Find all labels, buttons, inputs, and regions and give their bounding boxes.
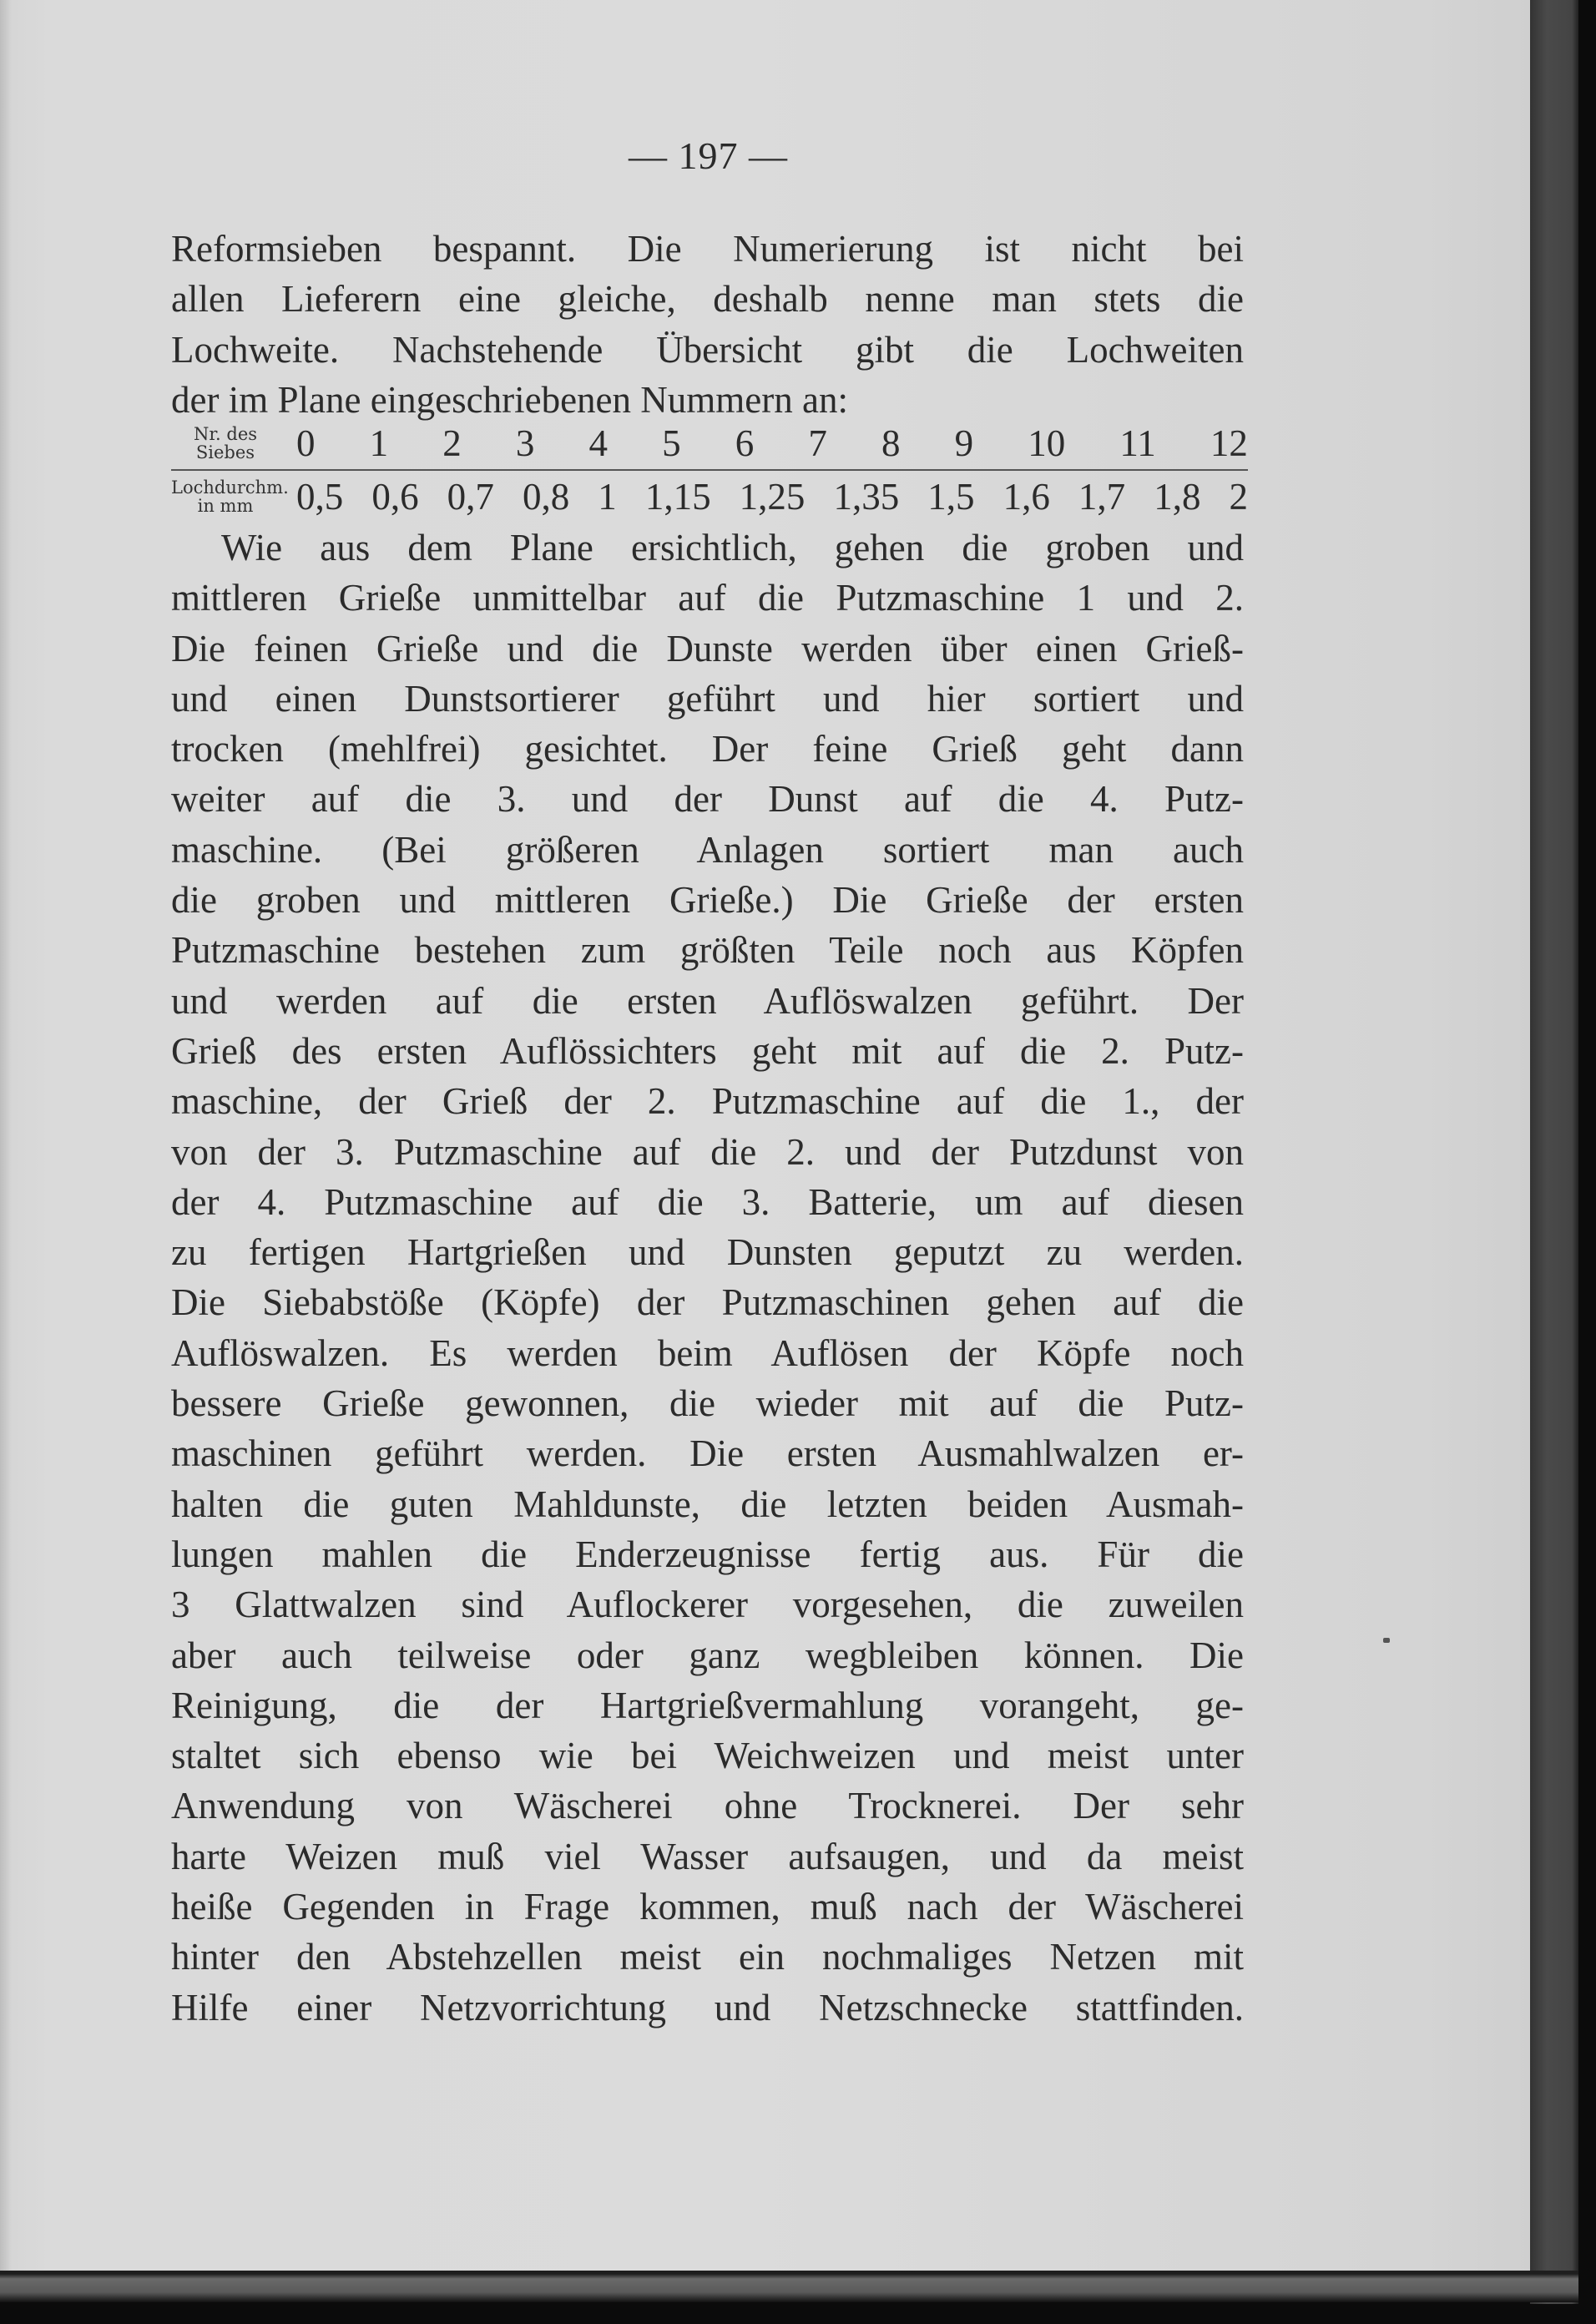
- text-line: hinter den Abstehzellen meist ein nochmaliges Netzen mit: [171, 1936, 1244, 1978]
- text-line: maschinen geführt werden. Die ersten Ausmahlwalzen er-: [171, 1432, 1244, 1475]
- table-cell: 1: [369, 422, 389, 464]
- table-cell: 4: [588, 422, 608, 464]
- text-line: weiter auf die 3. und der Dunst auf die 4. Putz-: [171, 778, 1244, 821]
- text-line: die groben und mittleren Grieße.) Die Grieße der ersten: [171, 879, 1244, 922]
- text-line: Putzmaschine bestehen zum größten Teile noch aus Köpfen: [171, 929, 1244, 972]
- text-line: von der 3. Putzmaschine auf die 2. und der Putzdunst von: [171, 1130, 1244, 1173]
- table-cell: 1,15: [644, 476, 711, 518]
- table-cell: 0: [296, 422, 316, 464]
- text-line: Anwendung von Wäscherei ohne Trocknerei. Der sehr: [171, 1785, 1244, 1827]
- text-line: 3 Glattwalzen sind Auflockerer vorgesehen, die zuweilen: [171, 1584, 1244, 1626]
- table-cell: 1,35: [833, 476, 900, 518]
- sieve-number-row: [171, 417, 1248, 469]
- table-cell: 2: [442, 422, 462, 464]
- table-cell: 0,6: [371, 476, 419, 518]
- table-cell: 1,5: [927, 476, 975, 518]
- table-cell: 9: [954, 422, 974, 464]
- text-line: Die feinen Grieße und die Dunste werden über einen Grieß-: [171, 627, 1244, 669]
- paragraph-1: [171, 224, 1244, 425]
- text-line: allen Lieferern eine gleiche, deshalb nenne man stets die: [171, 278, 1244, 321]
- table-cell: 1,8: [1154, 476, 1201, 518]
- hole-diameter-row: [171, 471, 1248, 523]
- text-line: Hilfe einer Netzvorrichtung und Netzschnecke stattfinden.: [171, 1986, 1244, 2028]
- text-line: Die Siebabstöße (Köpfe) der Putzmaschinen gehen auf die: [171, 1281, 1244, 1324]
- table-cell: 0,5: [296, 476, 344, 518]
- text-line: und einen Dunstsortierer geführt und hier sortiert und: [171, 677, 1244, 720]
- text-line: der 4. Putzmaschine auf die 3. Batterie, um auf diesen: [171, 1180, 1244, 1223]
- table-cell: 0,8: [522, 476, 570, 518]
- table-cell: 1,7: [1078, 476, 1126, 518]
- text-line: der im Plane eingeschriebenen Nummern an:: [171, 378, 848, 421]
- table-cell: 2: [1229, 476, 1248, 518]
- text-line: staltet sich ebenso wie bei Weichweizen und meist unter: [171, 1735, 1244, 1777]
- dust-speck: [1383, 1638, 1390, 1643]
- text-line: Reformsieben bespannt. Die Numerierung ist nicht bei: [171, 228, 1244, 270]
- text-line: halten die guten Mahldunste, die letzten beiden Ausmah-: [171, 1483, 1244, 1525]
- scan-border-right: [1530, 0, 1578, 2304]
- table-cell: 1: [598, 476, 617, 518]
- text-line: harte Weizen muß viel Wasser aufsaugen, und da meist: [171, 1835, 1244, 1877]
- table-cell: 1,25: [739, 476, 806, 518]
- text-line: Reinigung, die der Hartgrießvermahlung vorangeht, ge-: [171, 1684, 1244, 1726]
- text-line: Lochweite. Nachstehende Übersicht gibt die Lochweiten: [171, 328, 1244, 371]
- text-line: aber auch teilweise oder ganz wegbleiben können. Die: [171, 1634, 1244, 1676]
- text-line: mittleren Grieße unmittelbar auf die Putzmaschine 1 und 2.: [171, 577, 1244, 619]
- text-line: lungen mahlen die Enderzeugnisse fertig aus. Für die: [171, 1533, 1244, 1575]
- text-line: maschine, der Grieß der 2. Putzmaschine auf die 1., der: [171, 1080, 1244, 1123]
- paragraph-2: [171, 523, 1244, 2033]
- text-line: Wie aus dem Plane ersichtlich, gehen die groben und: [221, 527, 1244, 568]
- row-label-hole-diameter: Lochdurchm. in mm: [171, 477, 289, 516]
- table-cell: 0,7: [447, 476, 494, 518]
- text-line: maschine. (Bei größeren Anlagen sortiert man auch: [171, 828, 1244, 871]
- text-line: Auflöswalzen. Es werden beim Auflösen der Köpfe noch: [171, 1331, 1244, 1374]
- text-line: bessere Grieße gewonnen, die wieder mit auf die Putz-: [171, 1382, 1244, 1425]
- hole-diameter-cells: [280, 475, 1248, 518]
- text-line: trocken (mehlfrei) gesichtet. Der feine Grieß geht dann: [171, 728, 1244, 770]
- table-cell: 11: [1119, 422, 1156, 464]
- text-line: zu fertigen Hartgrießen und Dunsten geputzt zu werden.: [171, 1231, 1244, 1274]
- row-label-sieve-number: Nr. des Siebes: [193, 424, 258, 462]
- sieve-table: [171, 417, 1248, 523]
- table-cell: 12: [1210, 422, 1248, 464]
- table-cell: 3: [515, 422, 535, 464]
- text-line: Grieß des ersten Auflössichters geht mit auf die 2. Putz-: [171, 1029, 1244, 1072]
- text-line: heiße Gegenden in Frage kommen, muß nach der Wäscherei: [171, 1886, 1244, 1928]
- table-cell: 8: [881, 422, 901, 464]
- scan-border-bottom: [0, 2271, 1578, 2302]
- table-cell: 6: [735, 422, 755, 464]
- text-line: und werden auf die ersten Auflöswalzen geführt. Der: [171, 979, 1244, 1022]
- page-number: — 197 —: [629, 134, 788, 177]
- sieve-number-cells: [280, 422, 1248, 465]
- table-cell: 7: [808, 422, 827, 464]
- table-cell: 1,6: [1003, 476, 1050, 518]
- table-cell: 10: [1028, 422, 1066, 464]
- table-cell: 5: [662, 422, 681, 464]
